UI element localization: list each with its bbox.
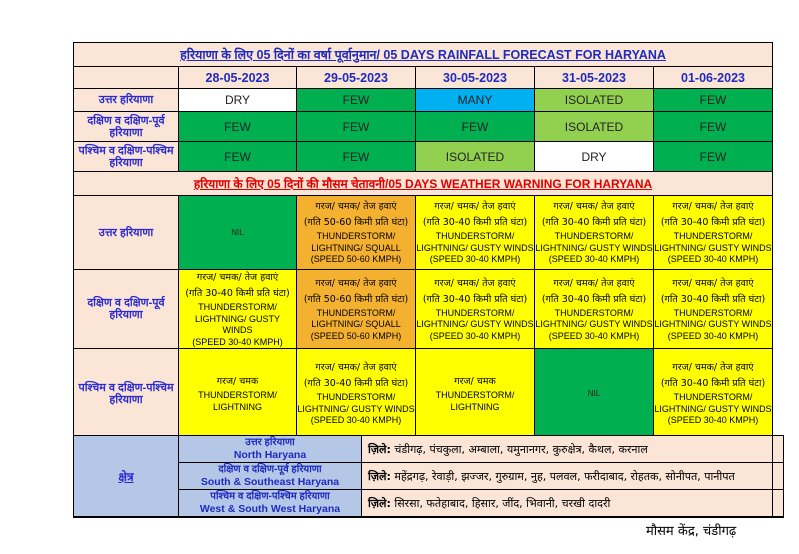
tail-cell	[773, 436, 784, 463]
region-label: पश्चिम व दक्षिण-पश्चिम हरियाणा	[74, 349, 179, 439]
zone-districts	[362, 436, 773, 463]
warning-hindi: गरज/ चमक/ तेज हवाएं	[434, 201, 516, 213]
rainfall-cell: FEW	[179, 142, 297, 172]
warning-english: LIGHTNING/ GUSTY WINDS	[416, 242, 534, 253]
warning-english: THUNDERSTORM/	[554, 231, 634, 242]
region-label: पश्चिम व दक्षिण-पश्चिम हरियाणा	[74, 142, 179, 172]
tail-cell	[773, 463, 784, 490]
zone-districts	[362, 463, 773, 490]
warning-hindi: गरज/ चमक/ तेज हवाएं	[196, 272, 279, 283]
warning-title: हरियाणा के लिए 05 दिनों की मौसम चेतावनी/05 DAYS WEATHER WARNING FOR HARYANA	[193, 176, 653, 191]
regions-table	[73, 435, 784, 518]
warning-cell	[535, 196, 654, 270]
warning-hindi-speed: (गति 30-40 किमी प्रति घंटा)	[660, 378, 766, 390]
warning-english: LIGHTNING/ GUSTY WINDS	[654, 319, 772, 330]
districts-prefix: ज़िले:	[368, 496, 391, 510]
warning-cell	[416, 349, 535, 439]
date-header: 01-06-2023	[654, 67, 773, 89]
zone-hindi: पश्चिम व दक्षिण-पश्चिम हरियाणा	[210, 491, 330, 502]
warning-hindi: गरज/ चमक/ तेज हवाएं	[672, 201, 754, 213]
warning-english: THUNDERSTORM/	[435, 390, 515, 400]
warning-nil: NIL	[231, 227, 244, 237]
districts-prefix: ज़िले:	[368, 442, 391, 456]
warning-english-speed: (SPEED 30-40 KMPH)	[310, 415, 402, 426]
warning-hindi: गरज/ चमक/ तेज हवाएं	[315, 362, 397, 374]
warning-english: THUNDERSTORM/	[316, 392, 396, 403]
warning-english: THUNDERSTORM/	[316, 307, 396, 318]
zone-hindi: दक्षिण व दक्षिण-पूर्व हरियाणा	[218, 464, 322, 475]
date-header: 28-05-2023	[179, 67, 297, 89]
warning-hindi-speed: (गति 30-40 किमी प्रति घंटा)	[185, 288, 290, 299]
warning-cell	[297, 349, 416, 439]
warning-english-speed: (SPEED 50-60 KMPH)	[310, 254, 402, 265]
zone-name	[179, 436, 362, 463]
date-header: 31-05-2023	[535, 67, 654, 89]
warning-hindi: गरज/ चमक/ तेज हवाएं	[672, 277, 754, 289]
warning-hindi: गरज/ चमक/ तेज हवाएं	[315, 277, 397, 289]
tail-cell	[773, 490, 784, 518]
rainfall-cell: FEW	[416, 112, 535, 142]
region-label: उत्तर हरियाणा	[74, 89, 179, 112]
date-header: 29-05-2023	[297, 67, 416, 89]
rainfall-cell: DRY	[535, 142, 654, 172]
warning-english: THUNDERSTORM/	[673, 307, 753, 318]
warning-english: LIGHTNING/ GUSTY WINDS	[535, 242, 653, 253]
rainfall-cell: ISOLATED	[535, 89, 654, 112]
warning-hindi-speed: (गति 30-40 किमी प्रति घंटा)	[541, 293, 647, 305]
warning-cell	[179, 196, 297, 270]
rainfall-cell: FEW	[297, 89, 416, 112]
zone-hindi: उत्तर हरियाणा	[245, 437, 295, 448]
rainfall-cell: FEW	[654, 112, 773, 142]
zone-name	[179, 463, 362, 490]
issuing-office: मौसम केंद्र, चंडीगढ़	[646, 524, 737, 539]
warning-hindi-speed: (गति 30-40 किमी प्रति घंटा)	[660, 217, 766, 229]
rainfall-row	[74, 112, 773, 142]
zone-english: North Haryana	[233, 449, 307, 461]
warning-hindi-speed: (गति 50-60 किमी प्रति घंटा)	[303, 293, 409, 305]
warning-english-speed: (SPEED 30-40 KMPH)	[667, 330, 759, 341]
warning-english: LIGHTNING/ GUSTY WINDS	[416, 319, 534, 330]
warning-english: THUNDERSTORM/	[435, 307, 515, 318]
warning-english-speed: (SPEED 50-60 KMPH)	[310, 330, 402, 341]
warning-english-speed: (SPEED 30-40 KMPH)	[667, 415, 759, 426]
warning-cell	[179, 270, 297, 349]
warning-cell	[535, 349, 654, 439]
warning-english: THUNDERSTORM/	[673, 231, 753, 242]
zone-districts	[362, 490, 773, 518]
warning-english-speed: (SPEED 30-40 KMPH)	[192, 336, 283, 347]
warning-nil: NIL	[587, 388, 601, 398]
forecast-table	[73, 42, 773, 439]
warning-cell	[297, 196, 416, 270]
rainfall-cell: ISOLATED	[416, 142, 535, 172]
warning-hindi: गरज/ चमक/ तेज हवाएं	[434, 277, 516, 289]
zone-name	[179, 490, 362, 518]
warning-english: THUNDERSTORM/	[554, 307, 634, 318]
rainfall-cell: MANY	[416, 89, 535, 112]
warning-english-speed: (SPEED 30-40 KMPH)	[429, 254, 521, 265]
districts-prefix: ज़िले:	[368, 469, 391, 483]
warning-hindi: गरज/ चमक	[454, 376, 496, 387]
rainfall-cell: FEW	[297, 142, 416, 172]
rainfall-title-cell	[74, 43, 773, 67]
region-label: दक्षिण व दक्षिण-पूर्व हरियाणा	[74, 270, 179, 349]
regions-label: क्षेत्र	[74, 436, 179, 518]
zone-english: West & South West Haryana	[199, 503, 341, 515]
warning-english: THUNDERSTORM/	[316, 231, 396, 242]
warning-hindi-speed: (गति 30-40 किमी प्रति घंटा)	[541, 217, 647, 229]
warning-cell	[179, 349, 297, 439]
rainfall-cell: ISOLATED	[535, 112, 654, 142]
districts-list: महेंद्रगढ़, रेवाड़ी, झज्जर, गुरुग्राम, नुह, पलवल, फरीदाबाद, रोहतक, सोनीपत, पानीपत	[394, 469, 735, 483]
rainfall-cell: FEW	[179, 112, 297, 142]
warning-english: THUNDERSTORM/	[435, 231, 515, 242]
warning-cell	[654, 196, 773, 270]
warning-row	[74, 349, 773, 439]
warning-english: LIGHTNING/ GUSTY WINDS	[535, 319, 653, 330]
rainfall-row	[74, 89, 773, 112]
forecast-sheet	[73, 42, 772, 439]
warning-english: LIGHTNING/ GUSTY WINDS	[297, 403, 415, 414]
warning-english: LIGHTNING/ SQUALL	[311, 319, 401, 330]
rainfall-cell: FEW	[297, 112, 416, 142]
warning-english-speed: (SPEED 30-40 KMPH)	[548, 330, 640, 341]
region-label: उत्तर हरियाणा	[74, 196, 179, 270]
warning-hindi-speed: (गति 30-40 किमी प्रति घंटा)	[660, 293, 766, 305]
warning-english-speed: (SPEED 30-40 KMPH)	[548, 254, 640, 265]
warning-cell	[535, 270, 654, 349]
warning-english: THUNDERSTORM/	[198, 302, 277, 312]
warning-cell	[416, 196, 535, 270]
warning-english: THUNDERSTORM/	[198, 390, 277, 400]
warning-english: LIGHTNING	[212, 401, 262, 412]
warning-hindi: गरज/ चमक/ तेज हवाएं	[553, 277, 635, 289]
warning-english-speed: (SPEED 30-40 KMPH)	[667, 254, 759, 265]
warning-english: THUNDERSTORM/	[673, 392, 753, 403]
warning-hindi-speed: (गति 30-40 किमी प्रति घंटा)	[422, 293, 528, 305]
warning-cell	[654, 270, 773, 349]
warning-english: LIGHTNING	[450, 401, 500, 412]
warning-hindi: गरज/ चमक/ तेज हवाएं	[315, 201, 397, 213]
rainfall-cell: FEW	[654, 89, 773, 112]
warning-hindi-speed: (गति 50-60 किमी प्रति घंटा)	[303, 217, 409, 229]
warning-cell	[654, 349, 773, 439]
warning-hindi-speed: (गति 30-40 किमी प्रति घंटा)	[422, 217, 528, 229]
warning-english-speed: (SPEED 30-40 KMPH)	[429, 330, 521, 341]
warning-title-cell	[74, 172, 773, 196]
date-header: 30-05-2023	[416, 67, 535, 89]
warning-cell	[416, 270, 535, 349]
districts-list: चंडीगढ़, पंचकुला, अम्बाला, यमुनानगर, कुरुक्षेत्र, कैथल, करनाल	[394, 442, 648, 456]
warning-english: LIGHTNING/ GUSTY WINDS	[654, 403, 772, 414]
rainfall-cell: FEW	[654, 142, 773, 172]
region-label: दक्षिण व दक्षिण-पूर्व हरियाणा	[74, 112, 179, 142]
zone-english: South & Southeast Haryana	[200, 476, 340, 488]
warning-english: LIGHTNING/ GUSTY WINDS	[194, 313, 280, 335]
warning-english: LIGHTNING/ GUSTY WINDS	[654, 242, 772, 253]
corner-cell	[74, 67, 179, 89]
warning-cell	[297, 270, 416, 349]
warning-hindi: गरज/ चमक/ तेज हवाएं	[672, 362, 754, 374]
warning-row	[74, 270, 773, 349]
rainfall-title: हरियाणा के लिए 05 दिनों का वर्षा पूर्वानुमान/ 05 DAYS RAINFALL FORECAST FOR HARYANA	[180, 47, 666, 62]
rainfall-row	[74, 142, 773, 172]
warning-hindi: गरज/ चमक	[216, 376, 259, 387]
warning-hindi: गरज/ चमक/ तेज हवाएं	[553, 201, 635, 213]
rainfall-cell: DRY	[179, 89, 297, 112]
warning-hindi-speed: (गति 30-40 किमी प्रति घंटा)	[303, 378, 409, 390]
warning-row	[74, 196, 773, 270]
districts-list: सिरसा, फतेहाबाद, हिसार, जींद, भिवानी, चरखी दादरी	[394, 496, 611, 510]
warning-english: LIGHTNING/ SQUALL	[311, 242, 401, 253]
